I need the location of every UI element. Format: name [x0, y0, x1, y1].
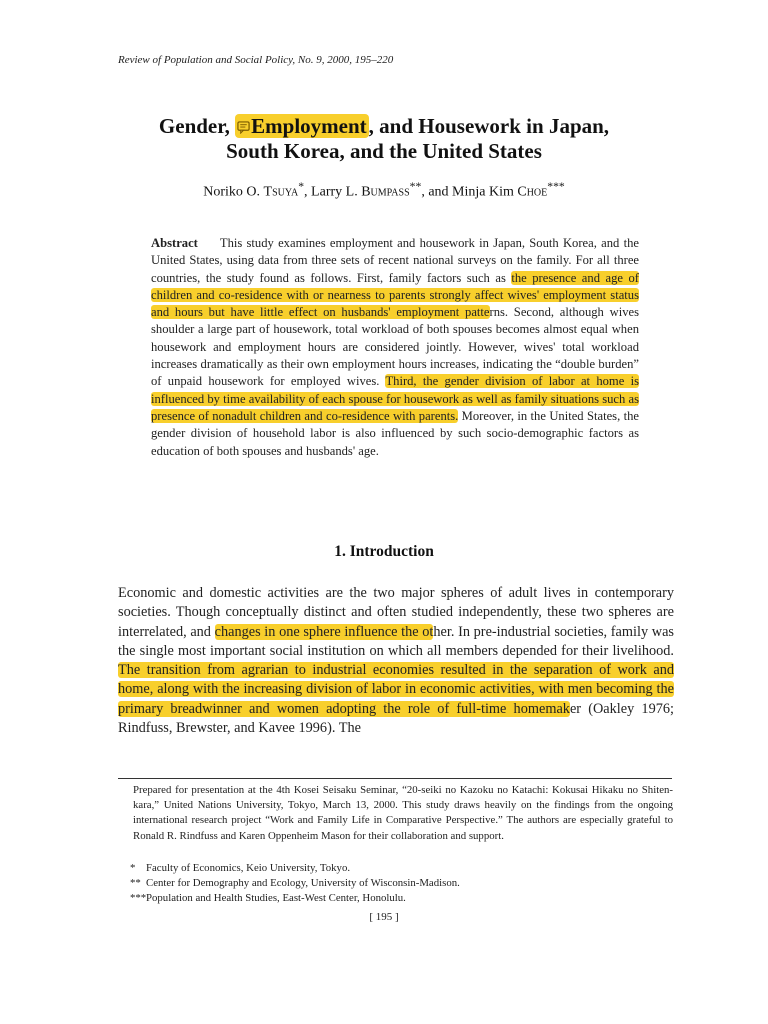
affiliation-mark: *	[130, 862, 136, 874]
author-sep-1: , Larry L.	[304, 184, 362, 200]
affiliation-text: Faculty of Economics, Keio University, Tokyo.	[146, 862, 351, 874]
abstract-text-1: This study examines employment and housework in Japan, South Korea, and the United States, using data from three sets of recent national surveys on the family. For all three countries, the study found as follows. First, family factors such as	[151, 236, 639, 285]
affiliation-list	[130, 861, 460, 907]
author-2-last: Bumpass	[361, 184, 410, 200]
abstract-label: Abstract	[151, 236, 198, 250]
affiliation-item	[130, 891, 460, 906]
intro-text-1: Economic and domestic activities are the two major spheres of adult lives in contemporary societies. Though conceptually distinct and often studied independently, these two spheres are interrelated, and	[118, 585, 674, 640]
intro-highlight-2[interactable]: The transition from agrarian to industrial economies resulted in the separation of work and home, along with the increasing division of labor in economic activities, with men becoming the primary breadwinner and women adopting the role of full-time homemak	[118, 662, 674, 717]
author-3-last: Choe	[517, 184, 548, 200]
abstract-highlight-1[interactable]: the presence and age of children and co-residence with or nearness to parents strongly affect wives' employment status and hours but have little effect on husbands' employment patte	[151, 270, 639, 320]
title-highlight-text: Employment	[251, 114, 367, 138]
author-1-first: Noriko O.	[203, 184, 264, 200]
affiliation-item	[130, 861, 460, 876]
footnote-main: Prepared for presentation at the 4th Kosei Seisaku Seminar, “20-seiki no Kazoku no Katachi: Kokusai Hikaku no Shiten-kara,” United Nations University, Tokyo, March 13, 2000. This study draws heavily on the findings from the ongoing international research project “Work and Family Life in Comparative Perspective.” The authors are especially grateful to Ronald R. Rindfuss and Karen Oppenheim Mason for their collaboration and support.	[133, 784, 673, 842]
section-heading: 1. Introduction	[334, 543, 434, 560]
author-3-mark: ***	[547, 180, 565, 193]
abstract-text-2: rns. Second, although wives shoulder a large part of housework, total workload of both spouses becomes almost equal when housework and employment hours are considered jointly. However, wives' total workload increases dramatically as their own employment hours increases, indicating the “double burden” of unpaid housework for employed wives.	[151, 305, 639, 389]
affiliation-mark: **	[130, 877, 141, 890]
intro-highlight-1[interactable]: changes in one sphere influence the ot	[214, 623, 434, 640]
abstract-text-3: Moreover, in the United States, the gender division of household labor is also influenced by such socio-demographic factors as education of both spouses and husbands' age.	[151, 408, 639, 458]
author-sep-2: , and Minja Kim	[421, 184, 518, 200]
author-1-mark: *	[298, 180, 305, 193]
author-line	[60, 180, 708, 201]
abstract-highlight-2[interactable]: Third, the gender division of labor at home is influenced by time availability of each spouse for housework as well as family situations such as presence of nonadult children and co-residence with parents.	[151, 374, 639, 423]
affiliation-text: Center for Demography and Ecology, University of Wisconsin-Madison.	[146, 877, 460, 890]
affiliation-text: Population and Health Studies, East-West Center, Honolulu.	[146, 892, 406, 905]
title-part2: , and Housework in Japan,	[368, 114, 610, 138]
intro-text-3: er (Oakley 1976; Rindfuss, Brewster, and Kavee 1996). The	[118, 700, 674, 737]
affiliation-item	[130, 876, 460, 891]
affiliation-mark: ***	[130, 892, 147, 905]
intro-paragraph	[118, 584, 674, 738]
author-2-mark: **	[409, 180, 422, 193]
intro-text-2: her. In pre-industrial societies, family was the single most important social institution on which all members depended for their livelihood.	[118, 623, 674, 659]
paper-title	[60, 114, 708, 164]
page-number: [ 195 ]	[369, 911, 399, 923]
footnote-divider	[118, 778, 672, 779]
author-1-last: Tsuya	[263, 184, 299, 200]
title-part1: Gender,	[158, 114, 236, 138]
abstract	[151, 235, 639, 460]
title-highlight[interactable]	[235, 114, 369, 138]
title-line2: South Korea, and the United States	[226, 139, 542, 163]
journal-citation: Review of Population and Social Policy, No. 9, 2000, 195–220	[118, 54, 394, 66]
comment-icon[interactable]	[237, 121, 250, 134]
